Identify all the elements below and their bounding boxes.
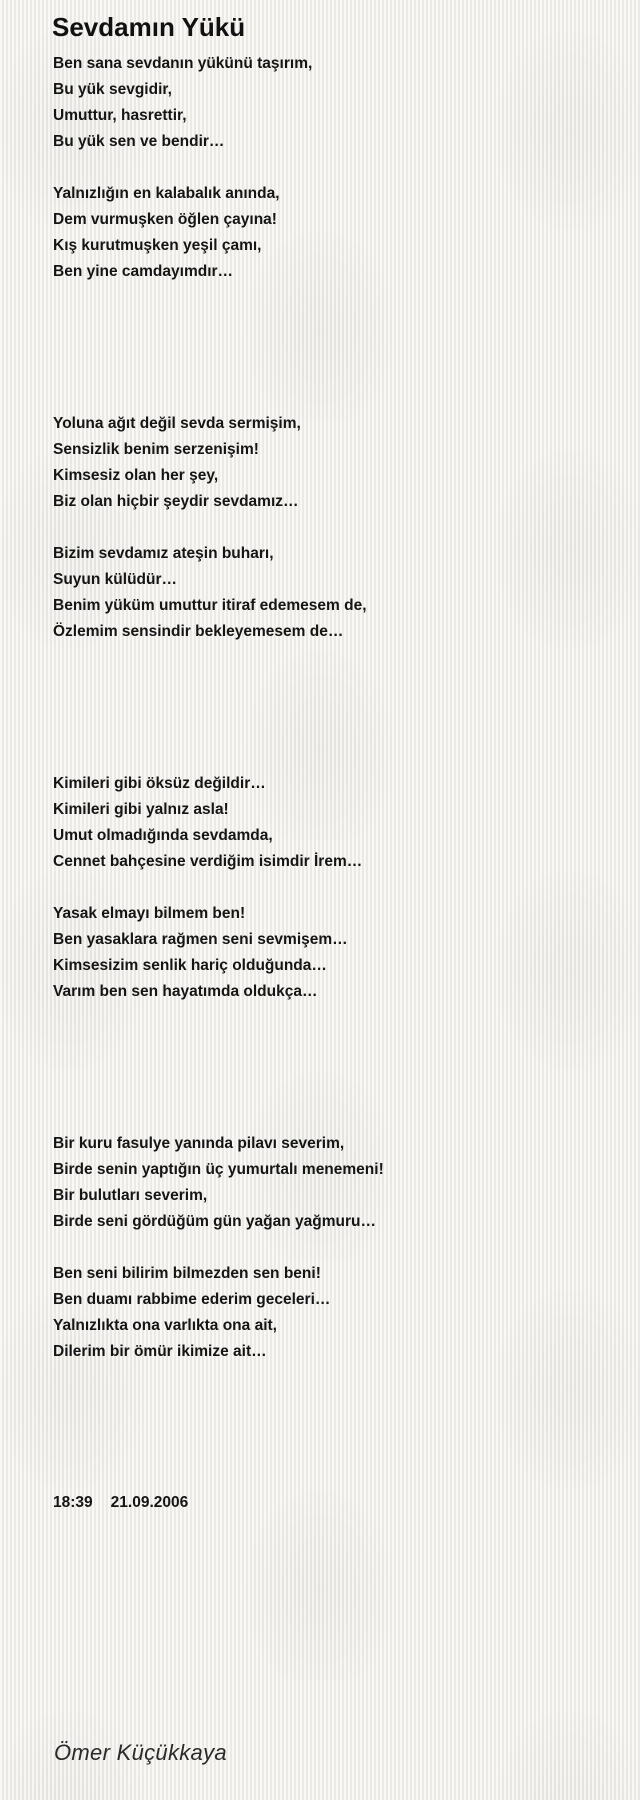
poem-line: Bir kuru fasulye yanında pilavı severim, [53, 1135, 345, 1152]
poem-line: Yoluna ağıt değil sevda sermişim, [53, 415, 301, 432]
stanza [53, 181, 613, 285]
poem-line: Sensizlik benim serzenişim! [53, 441, 259, 458]
poem-line: Cennet bahçesine verdiğim isimdir İrem… [53, 853, 363, 870]
poem-line: Ben sana sevdanın yükünü taşırım, [53, 55, 313, 72]
date-text: 21.09.2006 [110, 1494, 189, 1511]
poem-line: Umuttur, hasrettir, [53, 107, 187, 124]
poem-line: Kimsesiz olan her şey, [53, 467, 219, 484]
poem-line: Kış kurutmuşken yeşil çamı, [53, 237, 262, 254]
poem-line: Benim yüküm umuttur itiraf edemesem de, [53, 597, 367, 614]
stanza-group-1 [53, 51, 613, 285]
poem-line: Birde senin yaptığın üç yumurtalı menemeni! [53, 1161, 384, 1178]
stanza [53, 541, 613, 645]
poem-line: Yalnızlıkta ona varlıkta ona ait, [53, 1317, 277, 1334]
stanza [53, 1131, 613, 1235]
poem-line: Birde seni gördüğüm gün yağan yağmuru… [53, 1213, 376, 1230]
poem-title: Sevdamın Yükü [52, 12, 246, 42]
time-text: 18:39 [53, 1494, 93, 1511]
poem-line: Bu yük sen ve bendir… [53, 133, 225, 150]
poem-line: Ben yine camdayımdır… [53, 263, 234, 280]
poem-line: Yasak elmayı bilmem ben! [53, 905, 246, 922]
poem-line: Varım ben sen hayatımda oldukça… [53, 983, 318, 1000]
poem-line: Özlemim sensindir bekleyemesem de… [53, 623, 344, 640]
poem-line: Ben duamı rabbime ederim geceleri… [53, 1291, 331, 1308]
poem-line: Kimsesizim senlik hariç olduğunda… [53, 957, 327, 974]
author-signature: Ömer Küçükkaya [54, 1740, 227, 1765]
stanza-group-3 [53, 771, 613, 1005]
poem-line: Suyun külüdür… [53, 571, 177, 588]
poem-line: Bir bulutları severim, [53, 1187, 208, 1204]
poem-line: Ben seni bilirim bilmezden sen beni! [53, 1265, 321, 1282]
poem-line: Dem vurmuşken öğlen çayına! [53, 211, 277, 228]
poem-line: Dilerim bir ömür ikimize ait… [53, 1343, 267, 1360]
date-stamp [53, 1490, 188, 1516]
poem-line: Bizim sevdamız ateşin buharı, [53, 545, 274, 562]
poem-line: Umut olmadığında sevdamda, [53, 827, 273, 844]
poem-line: Yalnızlığın en kalabalık anında, [53, 185, 280, 202]
poem-line: Kimileri gibi yalnız asla! [53, 801, 229, 818]
stanza [53, 1261, 613, 1365]
stanza [53, 51, 613, 155]
poem-line: Ben yasaklara rağmen seni sevmişem… [53, 931, 348, 948]
stanza-group-4 [53, 1131, 613, 1365]
stanza-group-2 [53, 411, 613, 645]
stanza [53, 901, 613, 1005]
poem-line: Bu yük sevgidir, [53, 81, 172, 98]
poem-line: Biz olan hiçbir şeydir sevdamız… [53, 493, 299, 510]
stanza [53, 411, 613, 515]
poem-line: Kimileri gibi öksüz değildir… [53, 775, 266, 792]
stanza [53, 771, 613, 875]
